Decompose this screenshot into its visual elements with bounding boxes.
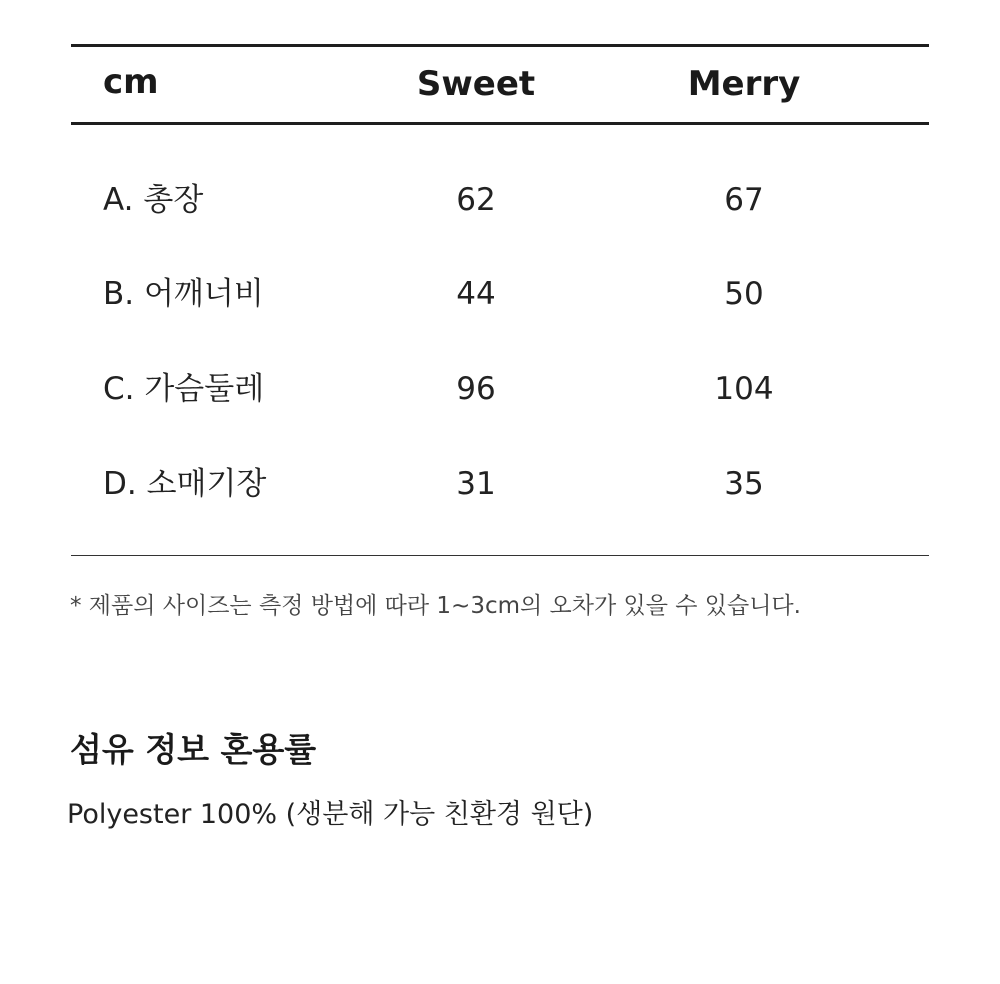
fiber-info-title: 섬유 정보 혼용률 xyxy=(70,730,317,769)
row-merry-value: 104 xyxy=(714,371,774,407)
row-merry-value: 67 xyxy=(724,182,764,218)
table-header-rule xyxy=(71,122,929,125)
row-sweet-value: 96 xyxy=(456,371,496,407)
row-label: A. 총장 xyxy=(103,182,204,218)
row-label: D. 소매기장 xyxy=(103,466,267,502)
header-unit: cm xyxy=(103,62,159,102)
row-sweet-value: 31 xyxy=(456,466,496,502)
header-merry: Merry xyxy=(687,64,801,104)
fiber-composition: Polyester 100% (생분해 가능 친환경 원단) xyxy=(67,799,594,830)
row-merry-value: 50 xyxy=(724,276,764,312)
header-sweet: Sweet xyxy=(416,64,536,104)
size-disclaimer-note: * 제품의 사이즈는 측정 방법에 따라 1~3cm의 오차가 있을 수 있습니다. xyxy=(70,593,801,619)
row-sweet-value: 44 xyxy=(456,276,496,312)
row-sweet-value: 62 xyxy=(456,182,496,218)
row-merry-value: 35 xyxy=(724,466,764,502)
row-label: B. 어깨너비 xyxy=(103,276,264,312)
table-top-rule xyxy=(71,44,929,47)
table-bottom-rule xyxy=(71,555,929,556)
row-label: C. 가슴둘레 xyxy=(103,371,265,407)
